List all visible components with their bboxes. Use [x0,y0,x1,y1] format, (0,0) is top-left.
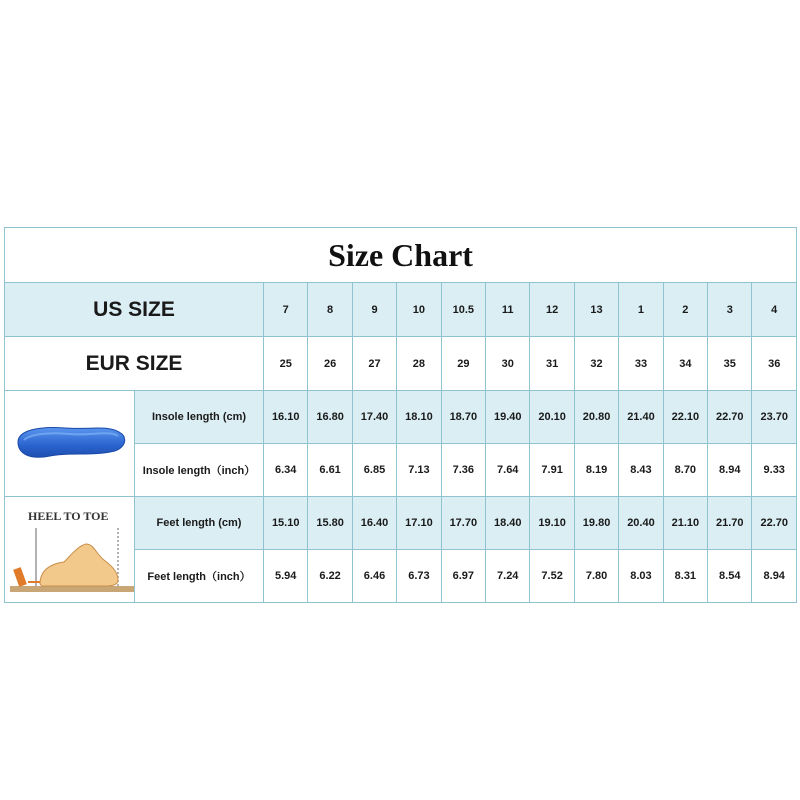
feet-inch-value: 8.03 [619,550,663,603]
feet-inch-label: Feet length（inch） [135,550,264,603]
feet-inch-value: 5.94 [264,550,308,603]
heel-to-toe-image [6,498,134,602]
eur-size-value: 34 [663,337,707,391]
insole-cm-value: 22.70 [708,391,752,444]
insole-inch-value: 8.94 [708,444,752,497]
insole-inch-value: 7.91 [530,444,574,497]
insole-cm-value: 20.10 [530,391,574,444]
insole-cm-value: 18.10 [397,391,441,444]
heel-to-toe-label: HEEL TO TOE [27,508,108,523]
insole-inch-value: 6.34 [264,444,308,497]
feet-inch-value: 6.73 [397,550,441,603]
foot-measure-icon [6,498,134,602]
insole-inch-value: 6.85 [352,444,396,497]
feet-cm-value: 20.40 [619,497,663,550]
feet-cm-value: 19.80 [574,497,618,550]
eur-size-label: EUR SIZE [5,337,264,391]
feet-inch-value: 7.52 [530,550,574,603]
insole-cm-value: 16.10 [264,391,308,444]
insole-cm-value: 22.10 [663,391,707,444]
insole-cm-value: 19.40 [486,391,530,444]
page-title: Size Chart [328,236,473,273]
insole-image [10,412,130,472]
feet-cm-value: 18.40 [486,497,530,550]
us-size-row [5,283,797,337]
foot-image-cell [5,497,135,603]
insole-cm-value: 20.80 [574,391,618,444]
us-size-value: 1 [619,283,663,337]
feet-cm-value: 22.70 [752,497,797,550]
insole-inch-value: 9.33 [752,444,797,497]
eur-size-value: 33 [619,337,663,391]
insole-image-cell [5,391,135,497]
eur-size-value: 28 [397,337,441,391]
eur-size-value: 30 [486,337,530,391]
eur-size-value: 27 [352,337,396,391]
insole-inch-value: 8.19 [574,444,618,497]
feet-inch-value: 6.22 [308,550,352,603]
eur-size-value: 35 [708,337,752,391]
us-size-value: 10.5 [441,283,485,337]
insole-inch-value: 7.13 [397,444,441,497]
feet-inch-value: 7.80 [574,550,618,603]
us-size-value: 13 [574,283,618,337]
us-size-value: 9 [352,283,396,337]
us-size-value: 8 [308,283,352,337]
feet-cm-value: 17.10 [397,497,441,550]
feet-inch-value: 8.31 [663,550,707,603]
feet-cm-value: 17.70 [441,497,485,550]
feet-cm-value: 21.10 [663,497,707,550]
us-size-label: US SIZE [5,283,264,337]
feet-cm-value: 16.40 [352,497,396,550]
feet-inch-value: 8.54 [708,550,752,603]
insole-inch-value: 7.64 [486,444,530,497]
us-size-value: 2 [663,283,707,337]
feet-cm-value: 15.80 [308,497,352,550]
insole-inch-label: Insole length（inch） [135,444,264,497]
us-size-value: 3 [708,283,752,337]
insole-cm-value: 17.40 [352,391,396,444]
feet-cm-value: 19.10 [530,497,574,550]
us-size-value: 7 [264,283,308,337]
feet-inch-value: 6.46 [352,550,396,603]
insole-inch-value: 8.43 [619,444,663,497]
insole-cm-label: Insole length (cm) [135,391,264,444]
feet-inch-value: 7.24 [486,550,530,603]
insole-cm-value: 16.80 [308,391,352,444]
us-size-value: 12 [530,283,574,337]
feet-inch-value: 6.97 [441,550,485,603]
feet-cm-label: Feet length (cm) [135,497,264,550]
eur-size-value: 32 [574,337,618,391]
insole-inch-value: 6.61 [308,444,352,497]
insole-cm-value: 23.70 [752,391,797,444]
us-size-value: 10 [397,283,441,337]
feet-cm-value: 15.10 [264,497,308,550]
eur-size-value: 31 [530,337,574,391]
eur-size-row [5,337,797,391]
eur-size-value: 29 [441,337,485,391]
feet-cm-value: 21.70 [708,497,752,550]
eur-size-value: 25 [264,337,308,391]
us-size-value: 11 [486,283,530,337]
insole-cm-value: 18.70 [441,391,485,444]
eur-size-value: 26 [308,337,352,391]
title-cell [5,228,797,283]
insole-cm-row [5,391,797,444]
feet-cm-row [5,497,797,550]
eur-size-value: 36 [752,337,797,391]
feet-inch-value: 8.94 [752,550,797,603]
us-size-value: 4 [752,283,797,337]
insole-inch-value: 7.36 [441,444,485,497]
size-chart-table [4,227,797,603]
insole-inch-value: 8.70 [663,444,707,497]
insole-cm-value: 21.40 [619,391,663,444]
